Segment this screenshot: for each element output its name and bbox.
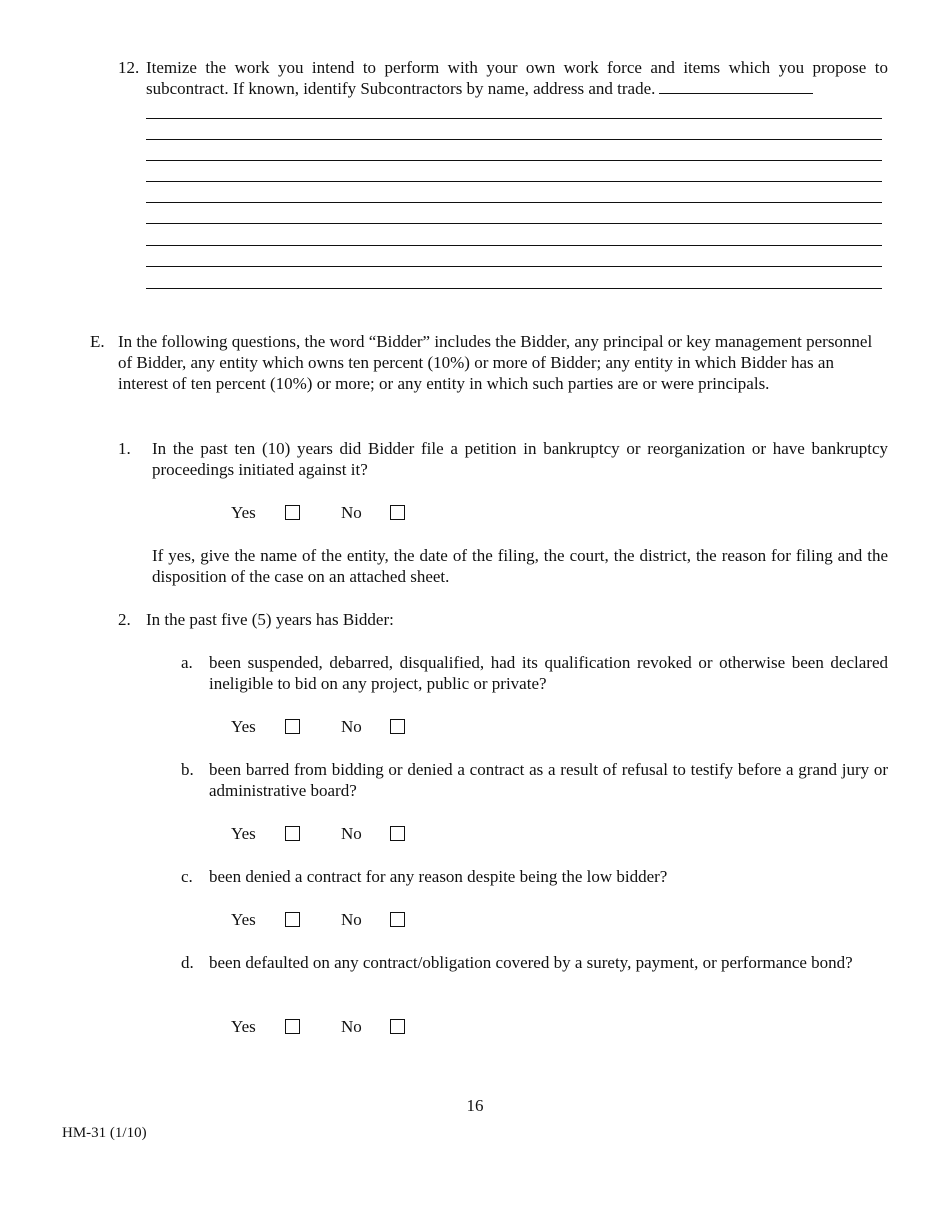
yes-checkbox[interactable] [285,505,300,520]
section-e-letter: E. [90,332,105,351]
yes-label: Yes [231,503,256,522]
question-2c-letter: c. [181,867,193,886]
item-12-text: Itemize the work you intend to perform with your own work force and items which you propose to subcontract. If known, identify Subcontractors by name, address and trade. [146,58,888,98]
no-label: No [341,717,362,736]
question-2d-letter: d. [181,953,194,972]
section-e-text: In the following questions, the word “Bidder” includes the Bidder, any principal or key management personnel of Bidder, any entity which owns ten percent (10%) or more of Bidder; any entity in which Bidder has an interest of ten percent (10%) or more; or any entity in which such parties are or were principals. [118,332,873,393]
yes-checkbox[interactable] [285,719,300,734]
question-2d [181,952,888,973]
question-1 [118,438,888,480]
question-2c-text: been denied a contract for any reason despite being the low bidder? [209,867,668,886]
item-12-number: 12. [118,58,140,77]
question-2d-text: been defaulted on any contract/obligation covered by a surety, payment, or performance bond? [209,953,853,972]
no-checkbox[interactable] [390,1019,405,1034]
answer-line[interactable] [146,288,882,289]
answer-line[interactable] [146,223,882,224]
no-checkbox[interactable] [390,912,405,927]
question-2c-yes-no [231,909,431,931]
question-2 [118,609,888,630]
question-2b [181,759,888,801]
question-2-number: 2. [118,610,131,629]
section-e [90,331,880,394]
page-number: 16 [466,1096,484,1115]
answer-line[interactable] [146,139,882,140]
yes-label: Yes [231,717,256,736]
question-1-yes-no [231,502,431,524]
question-2a [181,652,888,694]
question-2b-text: been barred from bidding or denied a contract as a result of refusal to testify before a grand jury or administrative board? [209,760,888,800]
question-1-note: If yes, give the name of the entity, the date of the filing, the court, the district, the reason for filing and the disposition of the case on an attached sheet. [152,546,888,586]
question-2-text: In the past five (5) years has Bidder: [146,610,394,629]
yes-label: Yes [231,910,256,929]
no-label: No [341,503,362,522]
question-2a-text: been suspended, debarred, disqualified, had its qualification revoked or otherwise been declared ineligible to bid on any project, public or private? [209,653,888,693]
question-2a-letter: a. [181,653,193,672]
no-checkbox[interactable] [390,826,405,841]
yes-checkbox[interactable] [285,826,300,841]
no-label: No [341,910,362,929]
question-2a-yes-no [231,716,431,738]
question-1-text: In the past ten (10) years did Bidder file a petition in bankruptcy or reorganization or have bankruptcy proceedings initiated against it? [152,439,888,479]
no-checkbox[interactable] [390,505,405,520]
answer-line[interactable] [146,160,882,161]
yes-checkbox[interactable] [285,912,300,927]
no-label: No [341,824,362,843]
question-2d-yes-no [231,1016,431,1038]
no-label: No [341,1017,362,1036]
answer-line[interactable] [146,118,882,119]
answer-line[interactable] [146,181,882,182]
form-code: HM-31 (1/10) [62,1125,147,1141]
item-12 [118,57,888,99]
no-checkbox[interactable] [390,719,405,734]
answer-line[interactable] [146,266,882,267]
question-2b-letter: b. [181,760,194,779]
yes-checkbox[interactable] [285,1019,300,1034]
yes-label: Yes [231,824,256,843]
yes-label: Yes [231,1017,256,1036]
answer-line[interactable] [146,245,882,246]
item-12-inline-blank[interactable] [659,79,813,94]
question-2b-yes-no [231,823,431,845]
answer-line[interactable] [146,202,882,203]
question-1-number: 1. [118,439,131,458]
question-2c [181,866,888,887]
